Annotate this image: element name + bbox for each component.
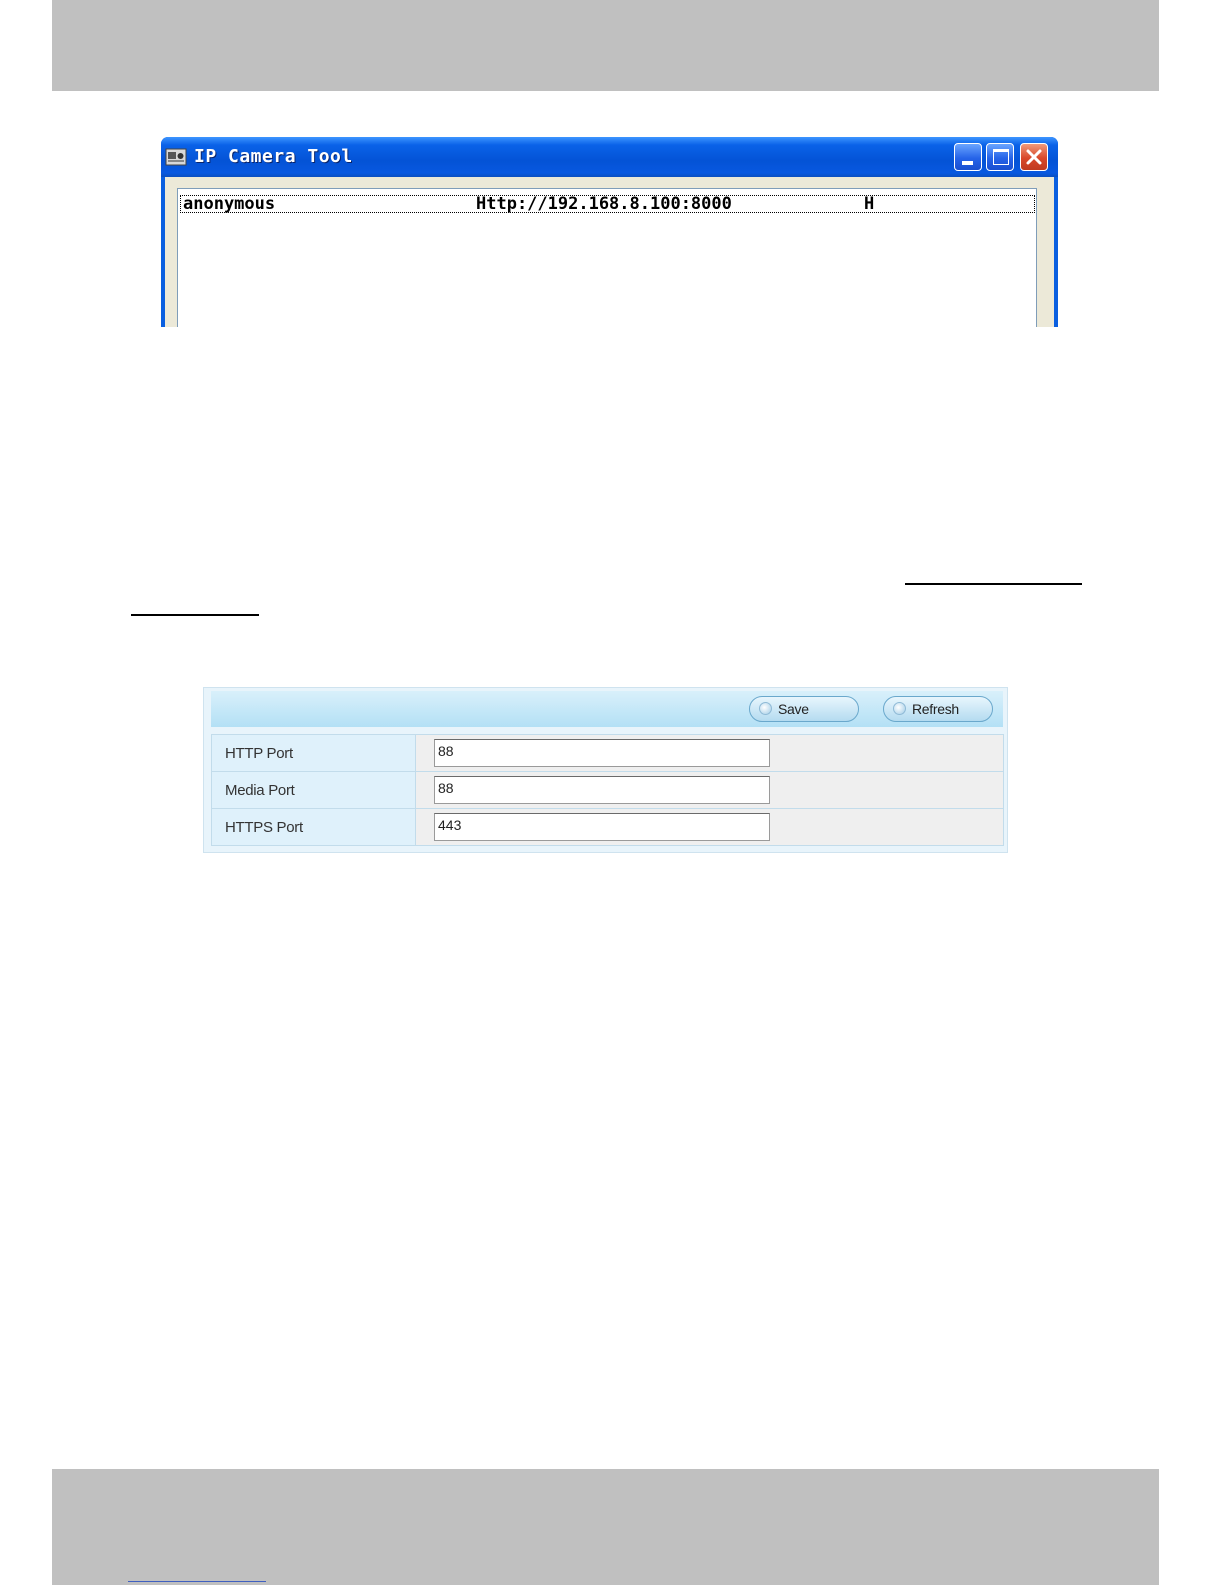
window-client-area: [165, 177, 1054, 327]
media-port-input[interactable]: [434, 776, 770, 804]
refresh-button[interactable]: [883, 696, 993, 722]
http-port-cell: [416, 735, 1004, 772]
media-port-label: Media Port: [212, 772, 416, 809]
page-header-band: [52, 0, 1159, 91]
close-icon: [1021, 144, 1047, 170]
footer-link-underline[interactable]: [128, 1581, 266, 1582]
maximize-icon: [993, 149, 1009, 165]
media-port-cell: [416, 772, 1004, 809]
https-port-input[interactable]: [434, 813, 770, 841]
http-port-input[interactable]: [434, 739, 770, 767]
port-table: [211, 734, 1004, 846]
refresh-label: Refresh: [912, 701, 959, 717]
window-title: IP Camera Tool: [194, 146, 353, 167]
save-icon: [759, 702, 772, 715]
camera-user: anonymous: [183, 194, 276, 214]
http-port-row: [212, 735, 1004, 772]
minimize-icon: [962, 161, 973, 165]
https-port-cell: [416, 809, 1004, 846]
close-button[interactable]: [1020, 143, 1048, 171]
refresh-icon: [893, 702, 906, 715]
camera-list-item[interactable]: [180, 195, 1035, 213]
window-titlebar[interactable]: [161, 137, 1058, 177]
media-port-row: [212, 772, 1004, 809]
camera-url: Http://192.168.8.100:8000: [476, 194, 732, 214]
panel-toolbar: [211, 691, 1003, 727]
save-button[interactable]: [749, 696, 859, 722]
text-underline: [131, 614, 259, 616]
https-port-label: HTTPS Port: [212, 809, 416, 846]
camera-flag: H: [864, 194, 875, 214]
http-port-label: HTTP Port: [212, 735, 416, 772]
camera-listbox[interactable]: [177, 188, 1037, 327]
maximize-button[interactable]: [986, 143, 1014, 171]
port-settings-panel: [203, 687, 1008, 853]
ip-camera-tool-window: [161, 137, 1058, 327]
page-footer-band: [52, 1469, 1159, 1585]
minimize-button[interactable]: [954, 143, 982, 171]
https-port-row: [212, 809, 1004, 846]
camera-app-icon: [165, 147, 187, 167]
save-label: Save: [778, 701, 809, 717]
text-underline: [905, 583, 1082, 585]
